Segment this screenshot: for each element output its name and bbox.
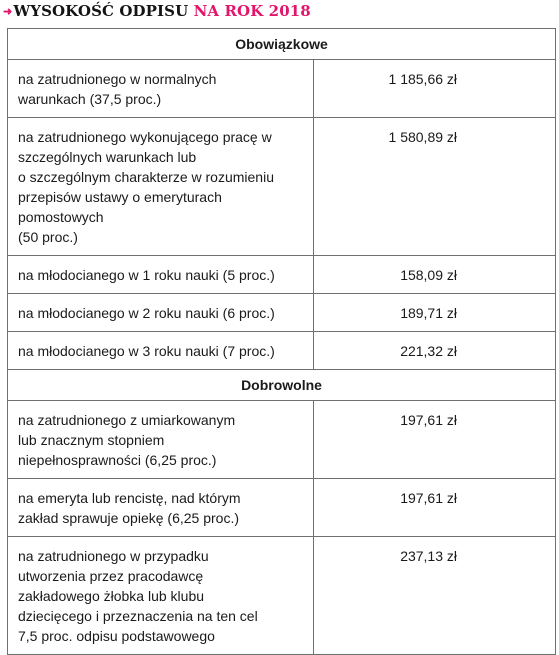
row-amount: 237,13 zł [400, 548, 458, 564]
row-amount: 158,09 zł [400, 267, 458, 283]
section-heading: Obowiązkowe [8, 29, 556, 60]
allowance-table [7, 28, 556, 655]
row-amount: 197,61 zł [400, 490, 458, 506]
row-amount-cell [314, 256, 556, 294]
table-row [8, 118, 556, 256]
title-part-2: NA ROK 2018 [193, 2, 311, 20]
description-line: na zatrudnionego w normalnych [18, 71, 217, 87]
table-row [8, 479, 556, 537]
description-line: 7,5 proc. odpisu podstawowego [18, 628, 215, 644]
section-header-row [8, 370, 556, 401]
table-row [8, 60, 556, 118]
description-line: na młodocianego w 2 roku nauki (6 proc.) [18, 305, 275, 321]
description-line: na zatrudnionego wykonującego pracę w [18, 129, 272, 145]
description-line: przepisów ustawy o emeryturach [18, 189, 222, 205]
description-line: lub znacznym stopniem [18, 432, 165, 448]
row-description [8, 401, 314, 479]
row-description [8, 332, 314, 370]
description-line: (50 proc.) [18, 229, 78, 245]
description-line: na młodocianego w 3 roku nauki (7 proc.) [18, 343, 275, 359]
row-amount-cell [314, 294, 556, 332]
table-row [8, 332, 556, 370]
description-line: na młodocianego w 1 roku nauki (5 proc.) [18, 267, 275, 283]
row-amount-cell [314, 537, 556, 655]
row-amount-cell [314, 332, 556, 370]
table-row [8, 294, 556, 332]
description-line: zakładowego żłobka lub klubu [18, 588, 205, 604]
table-title [3, 0, 311, 22]
row-amount-cell [314, 401, 556, 479]
section-heading: Dobrowolne [8, 370, 556, 401]
table-row [8, 537, 556, 655]
arrow-right-icon: ➜ [3, 5, 13, 18]
description-line: o szczególnym charakterze w rozumieniu [18, 169, 274, 185]
title-part-1: WYSOKOŚĆ ODPISU [13, 2, 189, 20]
description-line: na zatrudnionego z umiarkowanym [18, 412, 236, 428]
description-line: pomostowych [18, 209, 104, 225]
row-amount: 1 185,66 zł [388, 71, 458, 87]
row-description [8, 537, 314, 655]
description-line: utworzenia przez pracodawcę [18, 568, 204, 584]
row-amount: 189,71 zł [400, 305, 458, 321]
description-line: niepełnosprawności (6,25 proc.) [18, 452, 217, 468]
table-row [8, 401, 556, 479]
section-header-row [8, 29, 556, 60]
row-amount: 197,61 zł [400, 412, 458, 428]
row-description [8, 479, 314, 537]
row-description [8, 256, 314, 294]
row-description [8, 118, 314, 256]
row-amount-cell [314, 118, 556, 256]
description-line: szczególnych warunkach lub [18, 149, 197, 165]
row-amount: 1 580,89 zł [388, 129, 458, 145]
row-description [8, 294, 314, 332]
description-line: dziecięcego i przeznaczenia na ten cel [18, 608, 258, 624]
row-amount-cell [314, 60, 556, 118]
table-row [8, 256, 556, 294]
row-amount-cell [314, 479, 556, 537]
row-description [8, 60, 314, 118]
description-line: na zatrudnionego w przypadku [18, 548, 209, 564]
description-line: warunkach (37,5 proc.) [18, 91, 162, 107]
description-line: zakład sprawuje opiekę (6,25 proc.) [18, 510, 240, 526]
row-amount: 221,32 zł [400, 343, 458, 359]
description-line: na emeryta lub rencistę, nad którym [18, 490, 241, 506]
